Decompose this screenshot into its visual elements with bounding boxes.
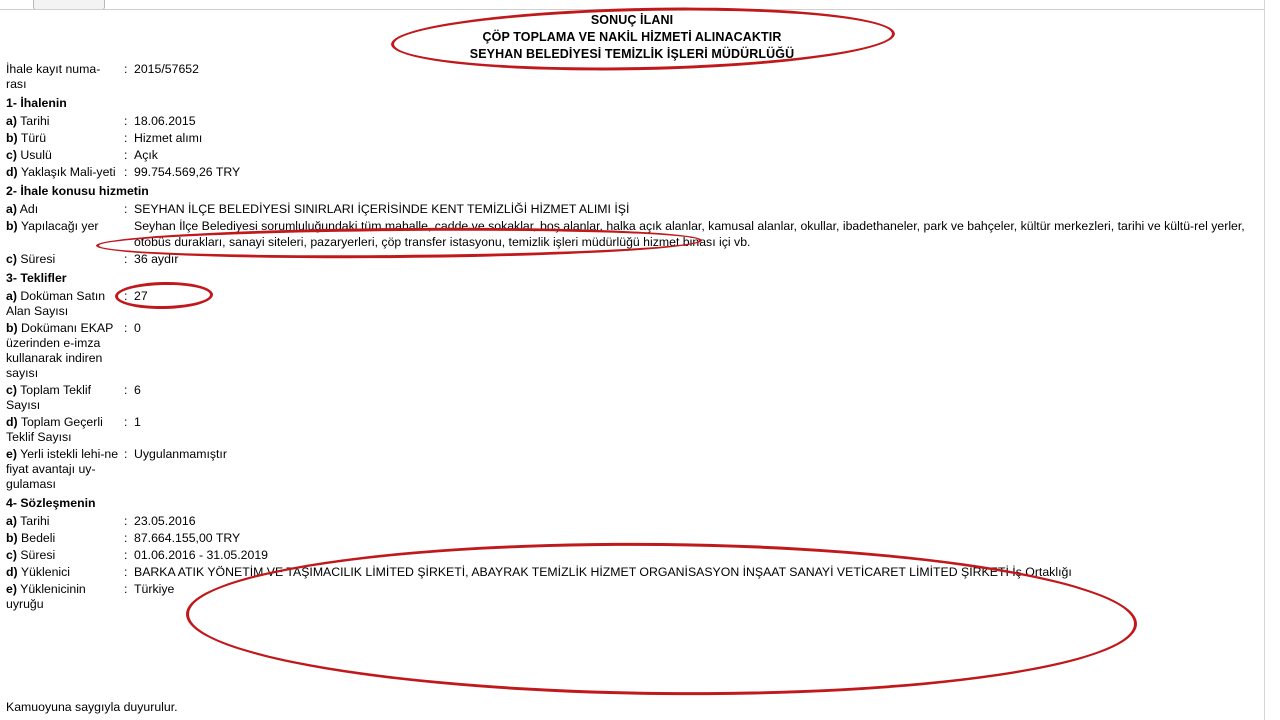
label-yaklasik-maliyet — [6, 165, 124, 180]
text-ihale-usulu: Usulü — [20, 148, 52, 162]
value-ihale-usulu: Açık — [134, 148, 158, 162]
label-ihale-usulu — [6, 148, 124, 163]
row-ekap-indiren — [6, 321, 1264, 381]
text-gecerli-teklif: Toplam Geçerli Teklif Sayısı — [6, 415, 103, 444]
title-line-1: SONUÇ İLANI — [590, 13, 674, 27]
document-body — [6, 62, 1264, 614]
value-sozlesme-tarihi: 23.05.2016 — [134, 514, 196, 528]
label-gecerli-teklif — [6, 415, 124, 445]
row-sozlesme-bedeli — [6, 531, 1264, 546]
document-title — [0, 12, 1264, 63]
row-ihale-usulu — [6, 148, 1264, 163]
row-yuklenici — [6, 565, 1264, 580]
key-toplam-teklif: c) — [6, 383, 17, 397]
row-toplam-teklif — [6, 383, 1264, 413]
row-registration — [6, 62, 1264, 92]
label-yerli-istekli — [6, 447, 124, 492]
label-sozlesme-tarihi — [6, 514, 124, 529]
key-hizmet-suresi: c) — [6, 252, 17, 266]
key-sozlesme-tarihi: a) — [6, 514, 17, 528]
text-yaklasik-maliyet: Yaklaşık Mali-yeti — [20, 165, 116, 179]
colon-toplam-teklif: : — [124, 383, 128, 397]
text-dokuman-satin-alan: Doküman Satın Alan Sayısı — [6, 289, 106, 318]
colon-is-adi: : — [124, 202, 128, 216]
value-gecerli-teklif: 1 — [134, 415, 141, 429]
value-sozlesme-suresi: 01.06.2016 - 31.05.2019 — [134, 548, 269, 562]
key-dokuman-satin-alan: a) — [6, 289, 17, 303]
row-yerli-istekli — [6, 447, 1264, 492]
colon-hizmet-suresi: : — [124, 252, 128, 266]
label-yapilacagi-yer — [6, 219, 124, 234]
colon-ekap-indiren: : — [124, 321, 128, 335]
row-sozlesme-suresi — [6, 548, 1264, 563]
label-is-adi — [6, 202, 124, 217]
page-right-gutter — [1264, 0, 1280, 720]
text-yapilacagi-yer: Yapılacağı yer — [20, 219, 99, 233]
text-ekap-indiren: Dokümanı EKAP üzerinden e-imza kullanarak indiren sayısı — [6, 321, 114, 380]
value-is-adi: SEYHAN İLÇE BELEDİYESİ SINIRLARI İÇERİSİNDE KENT TEMİZLİĞİ HİZMET ALIMI İŞİ — [134, 202, 630, 216]
colon-ihale-usulu: : — [124, 148, 128, 162]
row-yaklasik-maliyet — [6, 165, 1264, 180]
value-yapilacagi-yer: Seyhan İlçe Belediyesi sorumluluğundaki tüm mahalle, cadde ve sokaklar, boş alanlar, halka açık alanlar, kamusal alanlar, okullar, ibadethaneler, park ve bahçeler, kültür merkezleri, tarihi ve kültü-rel yerler, otobüs durakları, sanayi siteleri, pazaryerleri, çöp transfer istasyonu, temizlik işleri müdürlüğü hizmet binası içi vb. — [134, 219, 1245, 249]
text-yuklenici-uyrugu: Yüklenicinin uyruğu — [6, 582, 86, 611]
key-gecerli-teklif: d) — [6, 415, 18, 429]
section-heading-hizmetin: 2- İhale konusu hizmetin — [6, 184, 149, 198]
value-dokuman-satin-alan: 27 — [134, 289, 148, 303]
text-yuklenici: Yüklenici — [20, 565, 71, 579]
label-ekap-indiren — [6, 321, 124, 381]
text-ihale-turu: Türü — [20, 131, 47, 145]
label-hizmet-suresi — [6, 252, 124, 267]
colon-yaklasik-maliyet: : — [124, 165, 128, 179]
title-line-3: SEYHAN BELEDİYESİ TEMİZLİK İŞLERİ MÜDÜRLÜĞÜ — [469, 47, 795, 61]
key-yuklenici-uyrugu: e) — [6, 582, 17, 596]
registration-label: İhale kayıt numa-rası — [6, 62, 101, 91]
value-sozlesme-bedeli: 87.664.155,00 TRY — [134, 531, 241, 545]
text-is-adi: Adı — [19, 202, 39, 216]
key-ihale-usulu: c) — [6, 148, 17, 162]
registration-value: 2015/57652 — [134, 62, 199, 76]
value-yuklenici-uyrugu: Türkiye — [134, 582, 175, 596]
label-yuklenici — [6, 565, 124, 580]
key-is-adi: a) — [6, 202, 17, 216]
label-sozlesme-bedeli — [6, 531, 124, 546]
row-hizmet-suresi — [6, 252, 1264, 267]
key-ihale-turu: b) — [6, 131, 18, 145]
footer-note: Kamuoyuna saygıyla duyurulur. — [6, 700, 178, 714]
label-toplam-teklif — [6, 383, 124, 413]
section-heading-ihalenin: 1- İhalenin — [6, 96, 67, 110]
text-sozlesme-tarihi: Tarihi — [20, 514, 50, 528]
colon-dokuman-satin-alan: : — [124, 289, 128, 303]
colon-gecerli-teklif: : — [124, 415, 128, 429]
colon-ihale-tarihi: : — [124, 114, 128, 128]
row-ihale-turu — [6, 131, 1264, 146]
colon-sozlesme-bedeli: : — [124, 531, 128, 545]
section-heading-teklifler: 3- Teklifler — [6, 271, 67, 285]
row-dokuman-satin-alan — [6, 289, 1264, 319]
value-ekap-indiren: 0 — [134, 321, 141, 335]
row-gecerli-teklif — [6, 415, 1264, 445]
value-ihale-turu: Hizmet alımı — [134, 131, 203, 145]
text-sozlesme-bedeli: Bedeli — [21, 531, 56, 545]
key-sozlesme-suresi: c) — [6, 548, 17, 562]
colon-ihale-turu: : — [124, 131, 128, 145]
colon-yuklenici-uyrugu: : — [124, 582, 128, 596]
section-heading-sozlesmenin: 4- Sözleşmenin — [6, 496, 96, 510]
colon-sozlesme-tarihi: : — [124, 514, 128, 528]
text-toplam-teklif: Toplam Teklif Sayısı — [6, 383, 91, 412]
text-yerli-istekli: Yerli istekli lehi-ne fiyat avantajı uy-gulaması — [6, 447, 119, 491]
colon-sozlesme-suresi: : — [124, 548, 128, 562]
key-ihale-tarihi: a) — [6, 114, 17, 128]
row-yuklenici-uyrugu — [6, 582, 1264, 612]
text-sozlesme-suresi: Süresi — [20, 548, 56, 562]
row-yapilacagi-yer — [6, 219, 1264, 250]
value-ihale-tarihi: 18.06.2015 — [134, 114, 196, 128]
key-sozlesme-bedeli: b) — [6, 531, 18, 545]
header-divider — [0, 9, 1280, 10]
value-yuklenici: BARKA ATIK YÖNETİM VE TAŞIMACILIK LİMİTED ŞİRKETİ, ABAYRAK TEMİZLİK HİZMET ORGANİSASYON İNŞAAT SANAYİ VETİCARET LİMİTED ŞİRKETİ İş Ortaklığı — [134, 565, 1072, 579]
row-sozlesme-tarihi — [6, 514, 1264, 529]
key-ekap-indiren: b) — [6, 321, 18, 335]
value-hizmet-suresi: 36 aydır — [134, 252, 179, 266]
key-yaklasik-maliyet: d) — [6, 165, 18, 179]
label-dokuman-satin-alan — [6, 289, 124, 319]
text-ihale-tarihi: Tarihi — [20, 114, 50, 128]
key-yerli-istekli: e) — [6, 447, 17, 461]
key-yapilacagi-yer: b) — [6, 219, 18, 233]
value-toplam-teklif: 6 — [134, 383, 141, 397]
title-line-2: ÇÖP TOPLAMA VE NAKİL HİZMETİ ALINACAKTIR — [482, 30, 782, 44]
registration-colon: : — [124, 62, 128, 76]
value-yerli-istekli: Uygulanmamıştır — [134, 447, 227, 461]
row-is-adi — [6, 202, 1264, 217]
row-ihale-tarihi — [6, 114, 1264, 129]
label-yuklenici-uyrugu — [6, 582, 124, 612]
key-yuklenici: d) — [6, 565, 18, 579]
label-ihale-turu — [6, 131, 124, 146]
text-hizmet-suresi: Süresi — [20, 252, 56, 266]
label-ihale-tarihi — [6, 114, 124, 129]
colon-yerli-istekli: : — [124, 447, 128, 461]
label-sozlesme-suresi — [6, 548, 124, 563]
colon-yuklenici: : — [124, 565, 128, 579]
value-yaklasik-maliyet: 99.754.569,26 TRY — [134, 165, 241, 179]
